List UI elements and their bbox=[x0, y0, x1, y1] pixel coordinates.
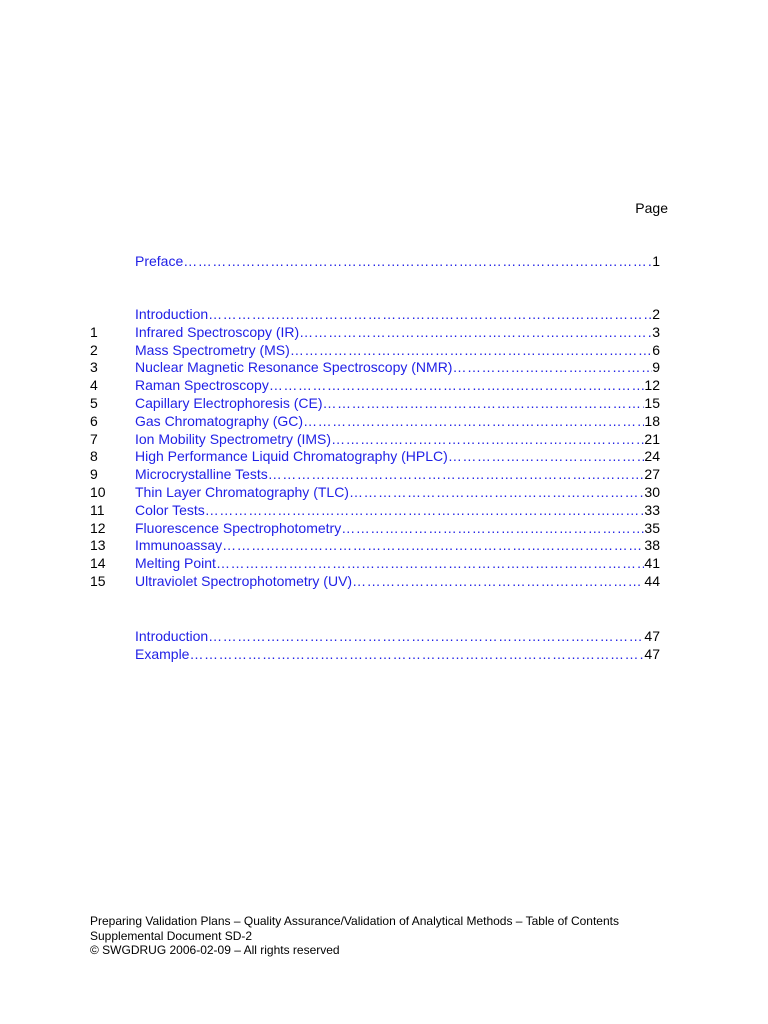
toc-page-number: 21 bbox=[644, 430, 660, 447]
toc-dot-leader bbox=[299, 324, 652, 342]
toc-row bbox=[90, 502, 660, 520]
toc-section-number: 13 bbox=[90, 537, 106, 554]
toc-entry-link[interactable] bbox=[135, 431, 660, 449]
footer bbox=[90, 914, 619, 958]
toc-row bbox=[90, 253, 660, 271]
toc-part-b-section bbox=[90, 628, 660, 664]
page-label: Page bbox=[635, 200, 668, 216]
toc-entry-title: Color Tests bbox=[135, 501, 205, 518]
toc-section-number: 15 bbox=[90, 572, 106, 589]
footer-supplemental-document: Supplemental Document SD-2 bbox=[90, 928, 253, 943]
toc-dot-leader bbox=[183, 253, 652, 271]
toc-page-number: 24 bbox=[644, 448, 660, 465]
toc-dot-leader bbox=[290, 342, 652, 360]
toc-entry-link[interactable] bbox=[135, 342, 660, 360]
toc-entry-title: Ion Mobility Spectrometry (IMS) bbox=[135, 430, 332, 447]
toc-dot-leader bbox=[349, 484, 644, 502]
toc-entry-title: Fluorescence Spectrophotometry bbox=[135, 519, 342, 536]
toc-section-number: 1 bbox=[90, 323, 98, 340]
toc-page-number: 1 bbox=[652, 253, 660, 269]
toc-page-number: 44 bbox=[644, 572, 660, 589]
toc-page-number: 47 bbox=[644, 645, 660, 662]
toc-dot-leader bbox=[323, 395, 645, 413]
toc-page-number: 33 bbox=[644, 501, 660, 518]
toc-row bbox=[90, 484, 660, 502]
toc-entry-link[interactable] bbox=[135, 628, 660, 646]
toc-page-number: 2 bbox=[652, 306, 660, 322]
toc-dot-leader bbox=[205, 502, 645, 520]
toc-dot-leader bbox=[216, 555, 644, 573]
toc-entry-title: Infrared Spectroscopy (IR) bbox=[135, 323, 300, 340]
toc-row bbox=[90, 306, 660, 324]
toc-dot-leader bbox=[448, 448, 645, 466]
toc-entry-title: Mass Spectrometry (MS) bbox=[135, 341, 290, 358]
toc-page-number: 47 bbox=[644, 628, 660, 644]
toc-section-number: 2 bbox=[90, 341, 98, 358]
toc-dot-leader bbox=[208, 628, 644, 646]
toc-section-number: 12 bbox=[90, 519, 106, 536]
toc-entry-link[interactable] bbox=[135, 377, 660, 395]
toc-section-number: 9 bbox=[90, 466, 98, 483]
toc-page-number: 35 bbox=[644, 519, 660, 536]
toc-section-number: 8 bbox=[90, 448, 98, 465]
toc-row bbox=[90, 395, 660, 413]
toc-page-number: 15 bbox=[644, 394, 660, 411]
toc-row bbox=[90, 431, 660, 449]
toc-section-number: 7 bbox=[90, 430, 98, 447]
toc-page-number: 38 bbox=[644, 537, 660, 554]
footer-copyright: © SWGDRUG 2006-02-09 – All rights reserved bbox=[90, 943, 340, 957]
toc-section-number: 14 bbox=[90, 555, 106, 572]
toc-row bbox=[90, 555, 660, 573]
toc-entry-link[interactable] bbox=[135, 448, 660, 466]
toc-row bbox=[90, 377, 660, 395]
toc-entry-link[interactable] bbox=[135, 395, 660, 413]
toc-row bbox=[90, 448, 660, 466]
toc-entry-link[interactable] bbox=[135, 359, 660, 377]
toc-dot-leader bbox=[269, 377, 645, 395]
toc-dot-leader bbox=[341, 520, 644, 538]
toc-entry-title: High Performance Liquid Chromatography (HPLC) bbox=[135, 448, 448, 465]
toc-entry-link[interactable] bbox=[135, 646, 660, 664]
toc-dot-leader bbox=[303, 413, 644, 431]
toc-entry-link[interactable] bbox=[135, 324, 660, 342]
toc-page-number: 9 bbox=[652, 359, 660, 376]
toc-entry-link[interactable] bbox=[135, 537, 660, 555]
toc-entry-title: Nuclear Magnetic Resonance Spectroscopy (NMR) bbox=[135, 359, 453, 376]
toc-preface-section bbox=[90, 253, 660, 271]
toc-dot-leader bbox=[331, 431, 644, 449]
toc-dot-leader bbox=[208, 306, 652, 324]
toc-dot-leader bbox=[189, 646, 644, 664]
toc-entry-title: Example bbox=[135, 645, 190, 662]
toc-page-number: 27 bbox=[644, 466, 660, 483]
toc-section-number: 5 bbox=[90, 394, 98, 411]
toc-entry-link[interactable] bbox=[135, 413, 660, 431]
toc-entry-title: Preface bbox=[135, 253, 184, 269]
toc-row bbox=[90, 646, 660, 664]
toc-section-number: 10 bbox=[90, 483, 106, 500]
toc-entry-title: Gas Chromatography (GC) bbox=[135, 412, 304, 429]
toc-row bbox=[90, 628, 660, 646]
toc-section-number: 3 bbox=[90, 359, 98, 376]
toc-dot-leader bbox=[222, 537, 644, 555]
toc-row bbox=[90, 413, 660, 431]
toc-entry-link[interactable] bbox=[135, 520, 660, 538]
toc-entry-title: Melting Point bbox=[135, 555, 216, 572]
toc-entry-link[interactable] bbox=[135, 555, 660, 573]
toc-entry-title: Immunoassay bbox=[135, 537, 223, 554]
toc-entry-link[interactable] bbox=[135, 306, 660, 324]
toc-entry-title: Introduction bbox=[135, 306, 209, 322]
toc-entry-link[interactable] bbox=[135, 502, 660, 520]
toc-section-number: 11 bbox=[90, 501, 105, 518]
toc-row bbox=[90, 342, 660, 360]
toc-row bbox=[90, 324, 660, 342]
toc-dot-leader bbox=[352, 573, 644, 591]
toc-entry-title: Introduction bbox=[135, 628, 209, 644]
toc-entry-title: Thin Layer Chromatography (TLC) bbox=[135, 483, 349, 500]
toc-entry-link[interactable] bbox=[135, 253, 660, 271]
toc-entry-title: Raman Spectroscopy bbox=[135, 377, 269, 394]
toc-row bbox=[90, 537, 660, 555]
toc-page-number: 6 bbox=[652, 341, 660, 358]
toc-entry-link[interactable] bbox=[135, 466, 660, 484]
toc-page-number: 18 bbox=[644, 412, 660, 429]
toc-row bbox=[90, 359, 660, 377]
toc-section-number: 4 bbox=[90, 377, 98, 394]
toc-entry-title: Microcrystalline Tests bbox=[135, 466, 268, 483]
toc-entry-link[interactable] bbox=[135, 573, 660, 591]
toc-entry-link[interactable] bbox=[135, 484, 660, 502]
footer-document-title: Preparing Validation Plans – Quality Assurance/Validation of Analytical Methods – Table of Contents bbox=[90, 914, 619, 928]
toc-entry-title: Ultraviolet Spectrophotometry (UV) bbox=[135, 572, 353, 589]
toc-row bbox=[90, 466, 660, 484]
toc-row bbox=[90, 520, 660, 538]
toc-dot-leader bbox=[268, 466, 645, 484]
toc-page-number: 3 bbox=[652, 323, 660, 340]
toc-section-number: 6 bbox=[90, 412, 98, 429]
toc-page-number: 41 bbox=[644, 555, 660, 572]
toc-dot-leader bbox=[452, 359, 652, 377]
toc-part-a-section bbox=[90, 306, 660, 591]
toc-entry-title: Capillary Electrophoresis (CE) bbox=[135, 394, 323, 411]
toc-page-number: 12 bbox=[644, 377, 660, 394]
toc-row bbox=[90, 573, 660, 591]
toc-page-number: 30 bbox=[644, 483, 660, 500]
